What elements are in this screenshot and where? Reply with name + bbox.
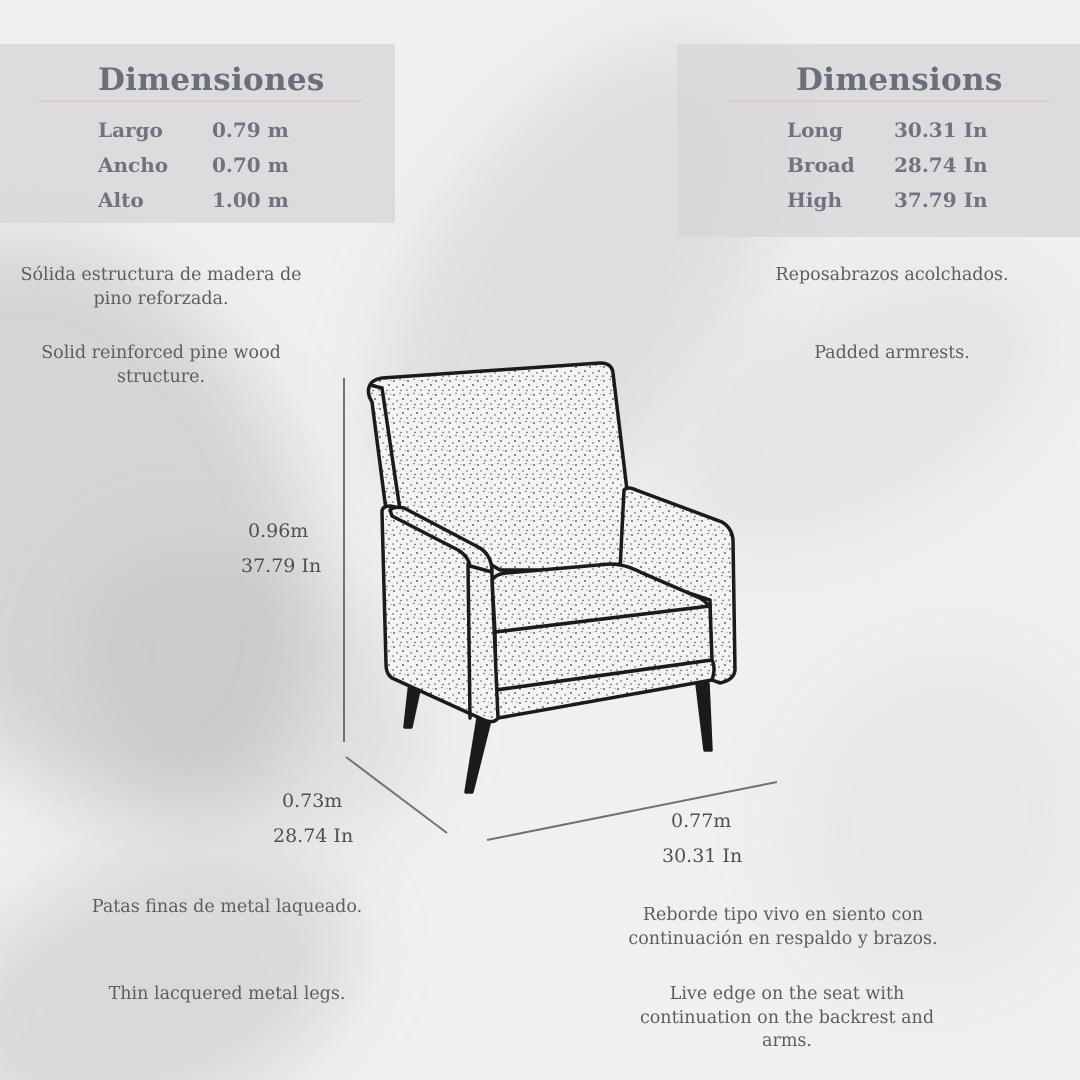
english-height-label: High <box>787 188 843 212</box>
spanish-height-value: 1.00 m <box>212 188 289 212</box>
spanish-length-label: Largo <box>98 118 163 142</box>
edge-note-es: Reborde tipo vivo en siento con continuación en respaldo y brazos. <box>628 905 938 949</box>
front-left-leg <box>466 718 490 792</box>
spanish-width-value: 0.70 m <box>212 153 289 177</box>
english-panel-title: Dimensions <box>796 62 1003 98</box>
spanish-length-value: 0.79 m <box>212 118 289 142</box>
english-length-label: Long <box>787 118 843 142</box>
front-right-leg <box>697 684 711 750</box>
spanish-panel-title: Dimensiones <box>98 62 325 98</box>
legs-note-en: Thin lacquered metal legs. <box>108 984 346 1004</box>
width-measure-m: 0.77m <box>671 810 732 832</box>
height-measure-in: 37.79 In <box>241 555 322 577</box>
height-measure-m: 0.96m <box>248 520 309 542</box>
legs-note-es: Patas finas de metal laqueado. <box>91 897 363 917</box>
structure-note-es: Sólida estructura de madera de pino reforzada. <box>20 265 302 309</box>
english-width-value: 28.74 In <box>894 153 988 177</box>
depth-measure-m: 0.73m <box>282 790 343 812</box>
english-length-value: 30.31 In <box>894 118 988 142</box>
left-armrest-inner-edge <box>468 564 470 718</box>
width-measure-in: 30.31 In <box>662 845 743 867</box>
structure-note-en: Solid reinforced pine wood structure. <box>41 343 281 387</box>
spanish-width-label: Ancho <box>98 153 169 177</box>
edge-note-en: Live edge on the seat with continuation on the backrest and arms. <box>639 984 935 1051</box>
armrests-note-es: Reposabrazos acolchados. <box>775 265 1009 285</box>
spanish-height-label: Alto <box>98 188 144 212</box>
armrests-note-en: Padded armrests. <box>814 343 970 363</box>
width-dimension-line <box>487 782 777 840</box>
depth-dimension-line <box>346 757 447 833</box>
depth-measure-in: 28.74 In <box>273 825 354 847</box>
english-width-label: Broad <box>787 153 855 177</box>
english-height-value: 37.79 In <box>894 188 988 212</box>
armchair <box>368 363 735 792</box>
